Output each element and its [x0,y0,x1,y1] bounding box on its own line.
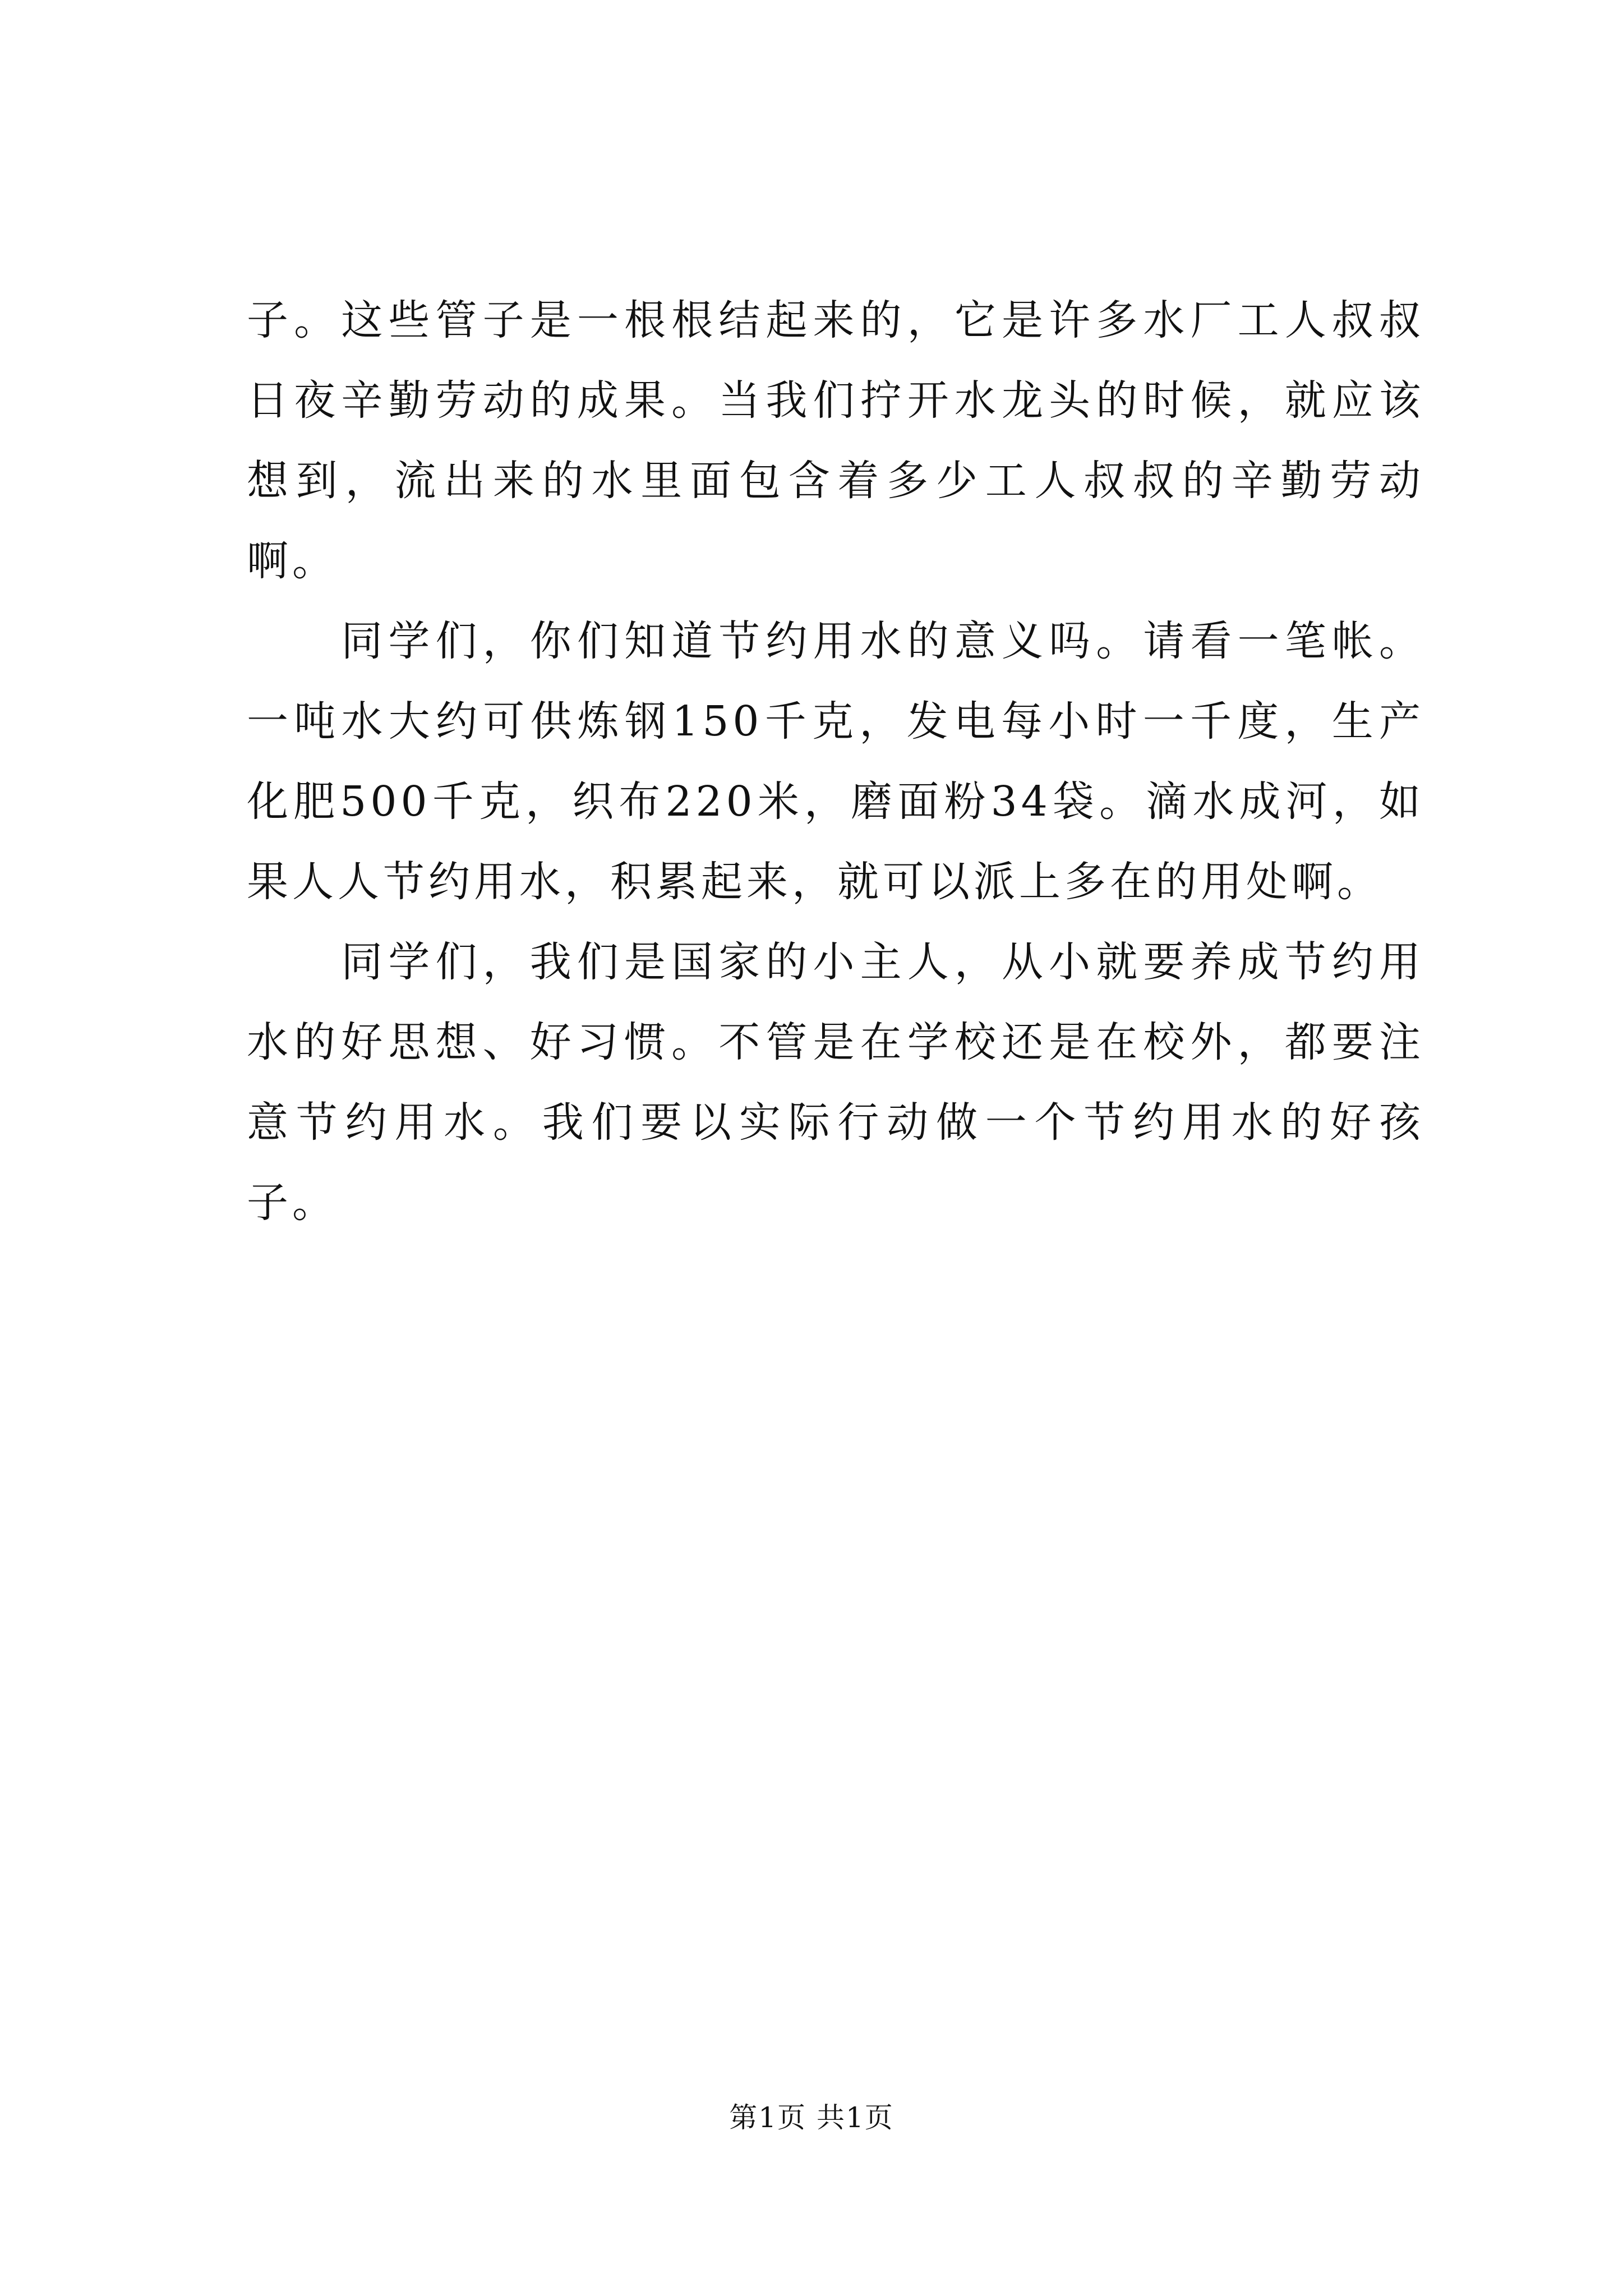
document-body [247,280,1424,1243]
paragraph-3: 同学们，我们是国家的小主人，从小就要养成节约用水的好思想、好习惯。不管是在学校还是在校外，都要注意节约用水。我们要以实际行动做一个节约用水的好孩子。 [247,938,1424,1227]
paragraph-2: 同学们，你们知道节约用水的意义吗。请看一笔帐。一吨水大约可供炼钢150千克，发电每小时一千度，生产化肥500千克，织布220米，磨面粉34袋。滴水成河，如果人人节约用水，积累起来，就可以派上多在的用处啊。 [247,617,1424,906]
paragraph-1: 子。这些管子是一根根结起来的，它是许多水厂工人叔叔日夜辛勤劳动的成果。当我们拧开水龙头的时候，就应该想到，流出来的水里面包含着多少工人叔叔的辛勤劳动啊。 [247,296,1424,585]
page-footer: 第1页 共1页 [729,2101,894,2134]
